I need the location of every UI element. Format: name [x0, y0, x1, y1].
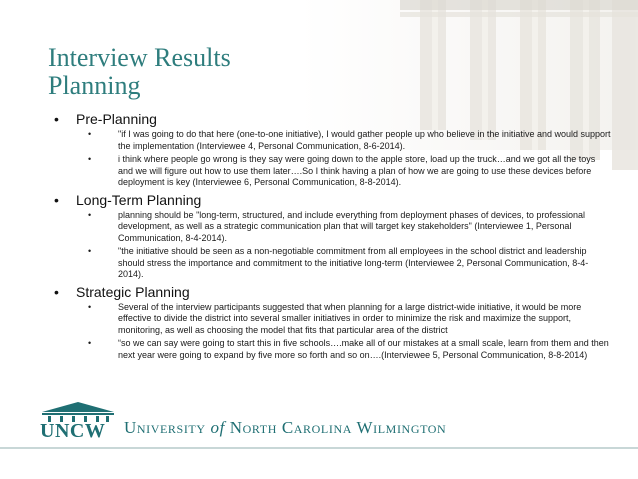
bullet-icon: • [54, 283, 59, 300]
bullet-icon: • [54, 191, 59, 208]
university-place: North Carolina Wilmington [229, 418, 447, 437]
title-line-2: Planning [48, 71, 141, 100]
section-strategic-planning [52, 284, 612, 362]
list-item [52, 302, 612, 337]
list-item [52, 210, 612, 245]
bullet-icon: • [88, 154, 92, 164]
section-pre-planning [52, 111, 612, 189]
uncw-wordmark: UNCW [40, 420, 106, 442]
list-item-text: Several of the interview participants suggested that when planning for a large district-wide initiative, it would be more effective to divide the district into several smaller initiatives in order to minimize the risk and maximize the support, monitoring, as well as choosing the model that fits that particular area of the district [118, 301, 582, 335]
title-line-1: Interview Results [48, 43, 231, 72]
list-item [52, 129, 612, 152]
list-item-text: "if I was going to do that here (one-to-one initiative), I would gather people up who believe in the initiative and would support the implementation (Interviewee 4, Personal Communication, 8-6-2014). [118, 129, 611, 151]
bullet-icon: • [88, 246, 92, 256]
section-heading: Pre-Planning [76, 111, 157, 127]
list-item [52, 246, 612, 281]
section-long-term-planning [52, 192, 612, 281]
list-item-text: "the initiative should be seen as a non-negotiable commitment from all employees in the school district and leadership should stress the importance and commitment to the initiative long-term (Interviewee 2, Personal Communication, 8-4-2014). [118, 246, 589, 279]
list-item [52, 338, 612, 361]
list-item-text: planning should be "long-term, structured, and include everything from deployment phases of devices, to professional development, as well as a strategic communication plan that will target key stakeholders" (Interviewee 1, Personal Communication, 8-4-2014). [118, 209, 585, 243]
section-heading: Strategic Planning [76, 283, 190, 300]
slide-title [48, 44, 448, 100]
section-heading: Long-Term Planning [76, 191, 202, 208]
uncw-logo [38, 402, 598, 442]
list-item-text: “so we can say were going to start this in five schools….make all of our mistakes at a small scale, learn from them and then next year were going to expand by five more so forth and so on….(Interviewee 5, Personal Communication, 8-8-2014) [118, 338, 609, 360]
bullet-icon: • [88, 129, 92, 139]
list-item-text: i think where people go wrong is they say were going down to the apple store, load up the truck…and we got all the toys and we will figure out how to use them later….So I think having a plan of how we are going to use these devices before deployment is key (Interviewee 6, Personal Communication, 8-8-2014). [118, 154, 596, 187]
bullet-icon: • [88, 209, 92, 220]
bullet-icon: • [54, 111, 59, 127]
footer-divider [0, 447, 638, 449]
bullet-content [52, 111, 612, 364]
university-of: of [210, 418, 225, 437]
bullet-icon: • [88, 301, 92, 312]
university-name [124, 418, 446, 438]
bullet-icon: • [88, 338, 92, 348]
university-prefix: University [124, 418, 206, 437]
list-item [52, 154, 612, 189]
